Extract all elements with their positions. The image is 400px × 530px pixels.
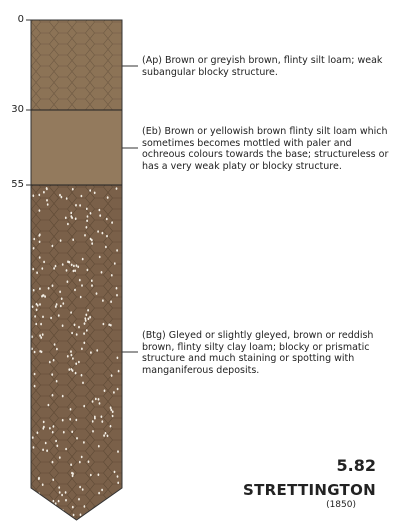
soil-series-number: 5.82 xyxy=(336,456,376,475)
horizon-eb xyxy=(31,110,122,185)
depth-label-55: 55 xyxy=(11,179,24,190)
horizon-btg-pattern xyxy=(31,185,122,525)
horizon-eb-description: (Eb) Brown or yellowish brown flinty silt loam which sometimes becomes mottled with paler and ochreous colours towards the base; structureless or has a very weak platy or blocky structure. xyxy=(142,126,389,172)
horizon-ap-description: (Ap) Brown or greyish brown, flinty silt loam; weak subangular blocky structure. xyxy=(142,55,383,78)
depth-label-0: 0 xyxy=(17,14,24,25)
horizon-ap-pattern xyxy=(31,20,122,110)
horizon-btg-description: (Btg) Gleyed or slightly gleyed, brown or reddish brown, flinty silty clay loam; blocky or prismatic structure and much staining or spotting with manganiferous deposits. xyxy=(142,330,374,376)
depth-label-30: 30 xyxy=(11,104,24,115)
soil-series-code: (1850) xyxy=(326,500,356,510)
soil-series-name: STRETTINGTON xyxy=(243,481,376,499)
